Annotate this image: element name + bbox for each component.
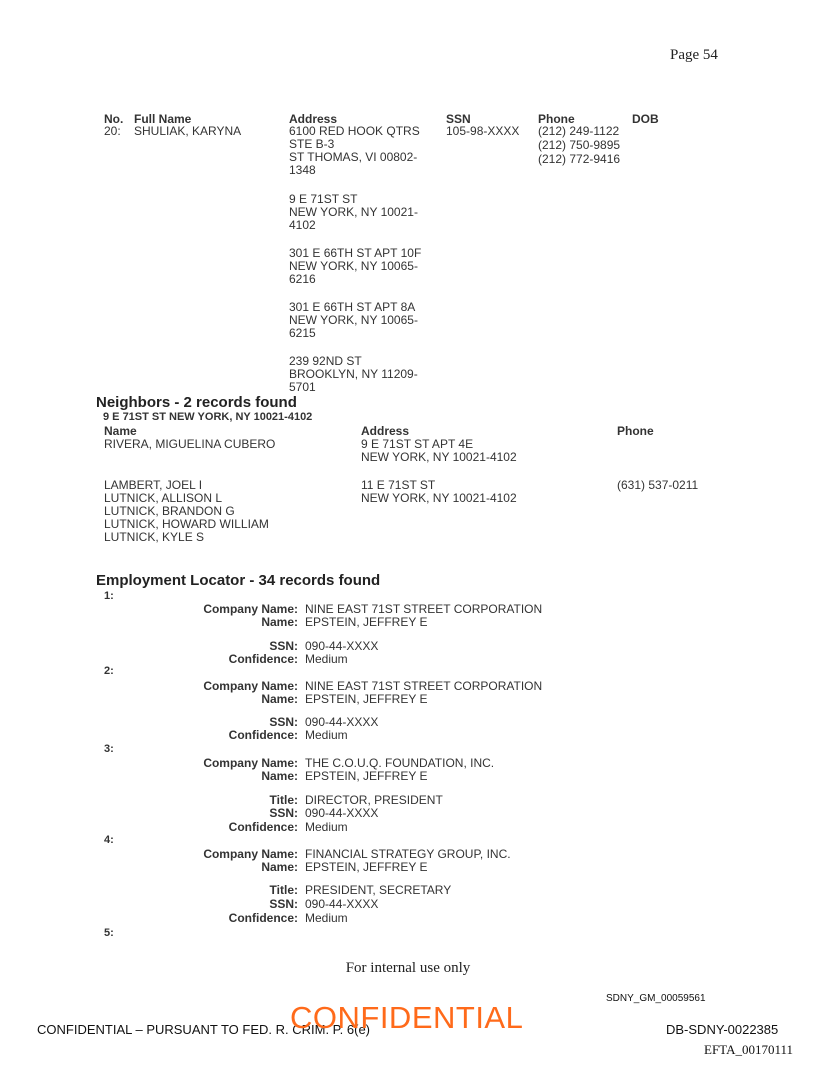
address-block <box>289 301 429 340</box>
name-label: Name: <box>261 769 298 783</box>
address-line: 301 E 66TH ST APT 8A <box>289 300 416 314</box>
employment-record-number: 5: <box>104 927 114 939</box>
confidence-label: Confidence: <box>228 728 298 742</box>
address-line: NEW YORK, NY 10021- <box>289 205 418 219</box>
ssn-label: SSN: <box>269 806 298 820</box>
address-line: BROOKLYN, NY 11209- <box>289 367 418 381</box>
name-value: EPSTEIN, JEFFREY E <box>305 860 428 874</box>
neighbor-address-line: 9 E 71ST ST APT 4E <box>361 437 474 451</box>
employment-record-number: 1: <box>104 590 114 602</box>
record-phone-2: (212) 750-9895 <box>538 138 621 152</box>
neighbor-name: LUTNICK, BRANDON G <box>104 504 235 518</box>
address-line: NEW YORK, NY 10065- <box>289 259 418 273</box>
neighbor-name: LUTNICK, KYLE S <box>104 530 205 544</box>
ssn-label: SSN: <box>269 897 298 911</box>
header-dob: DOB <box>632 112 659 126</box>
confidence-value: Medium <box>305 652 348 666</box>
title-label: Title: <box>269 793 298 807</box>
header-phone: Phone <box>538 112 575 126</box>
record-ssn: 105-98-XXXX <box>446 124 520 138</box>
record-phone-3: (212) 772-9416 <box>538 152 621 166</box>
company-name-label: Company Name: <box>203 756 298 770</box>
neighbors-header-name: Name <box>104 424 137 438</box>
record-number: 20: <box>104 124 121 138</box>
address-line: 5701 <box>289 380 316 394</box>
neighbor-name: LAMBERT, JOEL I <box>104 478 203 492</box>
record-full-name: SHULIAK, KARYNA <box>134 124 242 138</box>
company-name-label: Company Name: <box>203 679 298 693</box>
confidence-value: Medium <box>305 728 348 742</box>
header-address: Address <box>289 112 338 126</box>
company-name-value: THE C.O.U.Q. FOUNDATION, INC. <box>305 756 495 770</box>
address-line: 1348 <box>289 163 316 177</box>
confidence-label: Confidence: <box>228 652 298 666</box>
name-value: EPSTEIN, JEFFREY E <box>305 615 428 629</box>
employment-record-number: 3: <box>104 743 114 755</box>
header-no: No. <box>104 112 124 126</box>
company-name-value: NINE EAST 71ST STREET CORPORATION <box>305 602 543 616</box>
ssn-value: 090-44-XXXX <box>305 897 379 911</box>
neighbor-address-line: 11 E 71ST ST <box>361 478 436 492</box>
title-value: DIRECTOR, PRESIDENT <box>305 793 443 807</box>
address-line: 9 E 71ST ST <box>289 192 358 206</box>
name-value: EPSTEIN, JEFFREY E <box>305 769 428 783</box>
name-label: Name: <box>261 860 298 874</box>
ssn-value: 090-44-XXXX <box>305 806 379 820</box>
neighbor-address-line: NEW YORK, NY 10021-4102 <box>361 491 517 505</box>
company-name-value: NINE EAST 71ST STREET CORPORATION <box>305 679 543 693</box>
address-line: 239 92ND ST <box>289 354 362 368</box>
address-block <box>289 355 429 394</box>
neighbors-subtitle: 9 E 71ST ST NEW YORK, NY 10021-4102 <box>103 411 313 423</box>
neighbor-address-line: NEW YORK, NY 10021-4102 <box>361 450 517 464</box>
address-line: NEW YORK, NY 10065- <box>289 313 418 327</box>
header-full-name: Full Name <box>134 112 192 126</box>
header-ssn: SSN <box>446 112 471 126</box>
ssn-label: SSN: <box>269 639 298 653</box>
address-line: 4102 <box>289 218 316 232</box>
page-number: Page 54 <box>670 47 718 63</box>
name-value: EPSTEIN, JEFFREY E <box>305 692 428 706</box>
confidence-label: Confidence: <box>228 820 298 834</box>
efta-number: EFTA_00170111 <box>704 1042 793 1057</box>
company-name-label: Company Name: <box>203 602 298 616</box>
address-line: 6100 RED HOOK QTRS <box>289 124 420 138</box>
confidence-value: Medium <box>305 911 348 925</box>
neighbor-name: LUTNICK, HOWARD WILLIAM <box>104 517 269 531</box>
neighbor-name: LUTNICK, ALLISON L <box>104 491 223 505</box>
employment-record-number: 4: <box>104 834 114 846</box>
address-line: STE B-3 <box>289 137 335 151</box>
neighbors-header-address: Address <box>361 424 410 438</box>
address-line: 301 E 66TH ST APT 10F <box>289 246 422 260</box>
address-line: 6215 <box>289 326 316 340</box>
company-name-value: FINANCIAL STRATEGY GROUP, INC. <box>305 847 511 861</box>
confidence-value: Medium <box>305 820 348 834</box>
name-label: Name: <box>261 615 298 629</box>
company-name-label: Company Name: <box>203 847 298 861</box>
address-block <box>289 125 429 177</box>
name-label: Name: <box>261 692 298 706</box>
title-label: Title: <box>269 883 298 897</box>
bates-number-gm: SDNY_GM_00059561 <box>606 993 706 1004</box>
neighbor-phone: (631) 537-0211 <box>617 478 699 492</box>
record-phone-1: (212) 249-1122 <box>538 124 620 138</box>
employment-record-number: 2: <box>104 665 114 677</box>
confidential-notice: CONFIDENTIAL – PURSUANT TO FED. R. CRIM. P. 6(e) <box>37 1022 371 1037</box>
title-value: PRESIDENT, SECRETARY <box>305 883 452 897</box>
neighbor-name: RIVERA, MIGUELINA CUBERO <box>104 437 276 451</box>
internal-use-note: For internal use only <box>345 960 471 976</box>
ssn-label: SSN: <box>269 715 298 729</box>
ssn-value: 090-44-XXXX <box>305 639 379 653</box>
address-line: 6216 <box>289 272 316 286</box>
confidential-stamp: CONFIDENTIAL <box>290 1000 524 1035</box>
confidence-label: Confidence: <box>228 911 298 925</box>
ssn-value: 090-44-XXXX <box>305 715 379 729</box>
neighbors-header-phone: Phone <box>617 424 654 438</box>
bates-number-db: DB-SDNY-0022385 <box>666 1022 779 1037</box>
address-block <box>289 193 429 232</box>
neighbors-title: Neighbors - 2 records found <box>96 394 297 411</box>
address-block <box>289 247 429 286</box>
employment-title: Employment Locator - 34 records found <box>96 572 381 589</box>
address-line: ST THOMAS, VI 00802- <box>289 150 418 164</box>
